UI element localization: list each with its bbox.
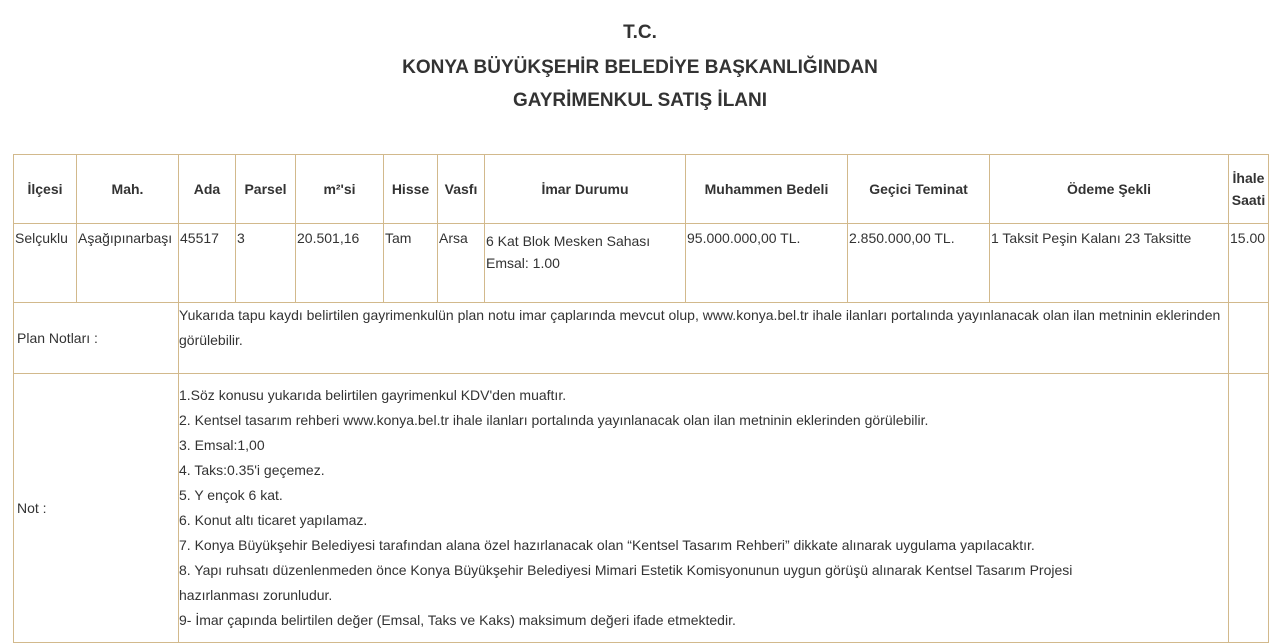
cell-parsel: 3 [236, 224, 296, 303]
cell-imar-line1: 6 Kat Blok Mesken Sahası [486, 233, 651, 249]
col-ada: Ada [179, 155, 236, 224]
notes-label: Not : [14, 374, 179, 643]
plan-notes-text: Yukarıda tapu kaydı belirtilen gayrimenkulün plan notu imar çaplarında mevcut olup, www.konya.bel.tr ihale ilanları portalında yayınlanacak olan ilan metninin eklerinden görülebilir. [179, 303, 1229, 374]
plan-notes-label: Plan Notları : [14, 303, 179, 374]
col-hisse: Hisse [384, 155, 438, 224]
notes-list [179, 374, 1229, 643]
table-header-row [14, 155, 1269, 224]
col-saat-line2: Saati [1231, 192, 1266, 208]
plan-notes-row [14, 303, 1269, 374]
cell-imar [485, 224, 686, 303]
col-muhammen: Muhammen Bedeli [686, 155, 848, 224]
cell-m2: 20.501,16 [296, 224, 384, 303]
table-row [14, 224, 1269, 303]
note-item: 6. Konut altı ticaret yapılamaz. [179, 512, 368, 528]
header-title: GAYRİMENKUL SATIŞ İLANI [512, 90, 768, 111]
note-item: 1.Söz konusu yukarıda belirtilen gayrimenkul KDV'den muaftır. [179, 387, 567, 403]
note-item: 5. Y ençok 6 kat. [179, 487, 283, 503]
note-item: 4. Taks:0.35'i geçemez. [179, 462, 325, 478]
cell-saat: 15.00 [1229, 224, 1269, 303]
col-m2: m²'si [296, 155, 384, 224]
cell-odeme: 1 Taksit Peşin Kalanı 23 Taksitte [990, 224, 1229, 303]
cell-ada: 45517 [179, 224, 236, 303]
cell-vasfi: Arsa [438, 224, 485, 303]
note-item: 2. Kentsel tasarım rehberi www.konya.bel.tr ihale ilanları portalında yayınlanacak olan ilan metninin eklerinden görülebilir. [179, 412, 929, 428]
col-teminat: Geçici Teminat [848, 155, 990, 224]
notes-row [14, 374, 1269, 643]
note-item: hazırlanması zorunludur. [179, 587, 333, 603]
col-saat-line1: İhale [1232, 170, 1265, 186]
note-item: 9- İmar çapında belirtilen değer (Emsal, Taks ve Kaks) maksimum değeri ifade etmektedir. [179, 612, 736, 628]
note-item: 8. Yapı ruhsatı düzenlenmeden önce Konya Büyükşehir Belediyesi Mimari Estetik Komisyonunun uygun görüşü alınarak Kentsel Tasarım Projesi [179, 562, 1073, 578]
col-vasfi: Vasfı [438, 155, 485, 224]
col-parsel: Parsel [236, 155, 296, 224]
cell-imar-line2: Emsal: 1.00 [486, 255, 560, 271]
header-tc: T.C. [623, 22, 657, 43]
col-saat [1229, 155, 1269, 224]
header-institution: KONYA BÜYÜKŞEHİR BELEDİYE BAŞKANLIĞINDAN [402, 57, 878, 78]
notes-empty-cell [1229, 374, 1269, 643]
col-mah: Mah. [77, 155, 179, 224]
note-item: 3. Emsal:1,00 [179, 437, 265, 453]
sale-table [13, 154, 1269, 643]
cell-teminat: 2.850.000,00 TL. [848, 224, 990, 303]
col-imar: İmar Durumu [485, 155, 686, 224]
cell-hisse: Tam [384, 224, 438, 303]
col-odeme: Ödeme Şekli [990, 155, 1229, 224]
plan-notes-empty-cell [1229, 303, 1269, 374]
cell-muhammen: 95.000.000,00 TL. [686, 224, 848, 303]
col-ilce: İlçesi [14, 155, 77, 224]
cell-mah: Aşağıpınarbaşı [77, 224, 179, 303]
cell-ilce: Selçuklu [14, 224, 77, 303]
note-item: 7. Konya Büyükşehir Belediyesi tarafından alana özel hazırlanacak olan “Kentsel Tasarım Rehberi” dikkate alınarak uygulama yapılacaktır. [179, 537, 1035, 553]
